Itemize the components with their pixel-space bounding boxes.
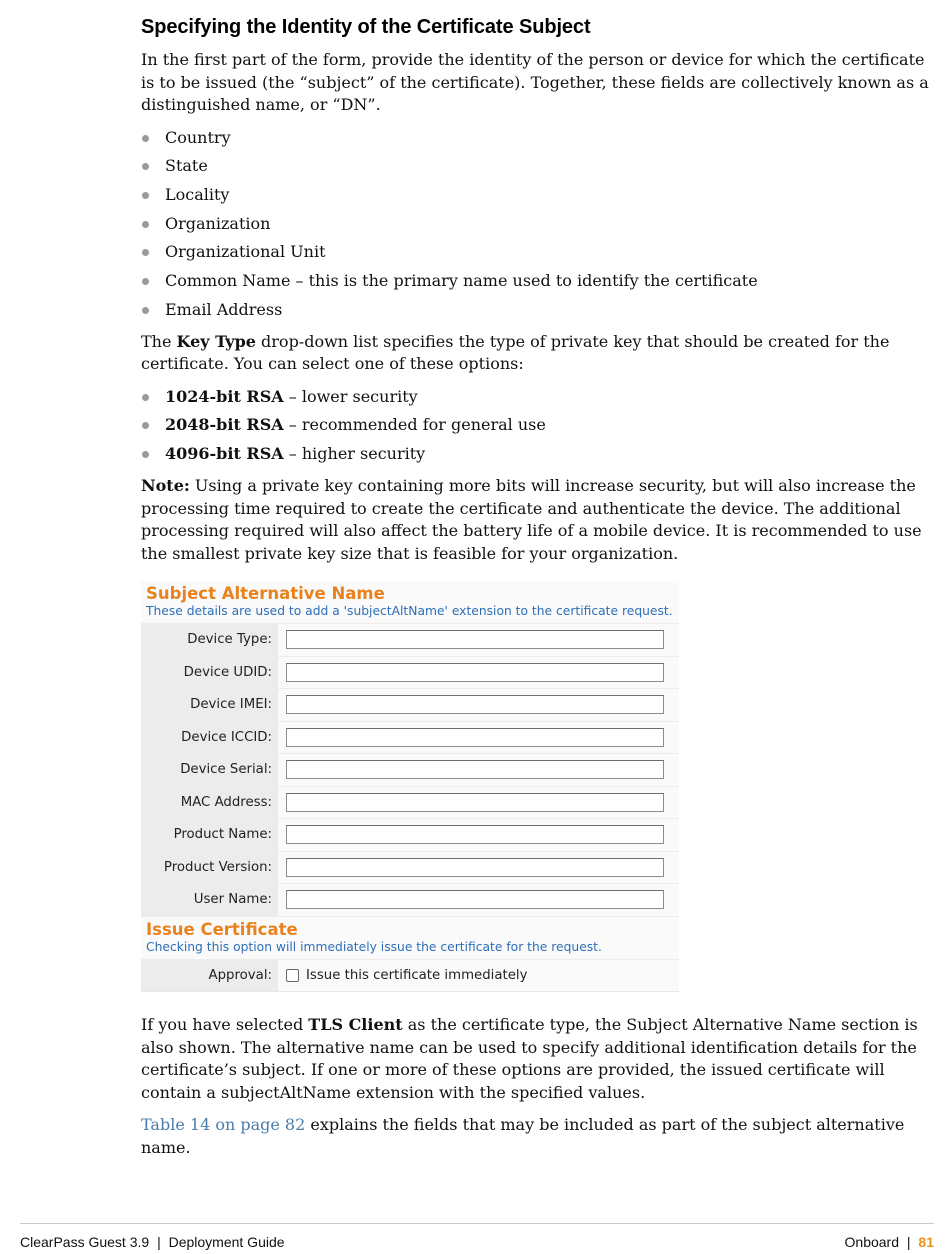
page-number: 81 [918, 1234, 934, 1250]
footer-separator: | [157, 1234, 161, 1250]
san-field-input[interactable] [286, 825, 664, 844]
san-field-label: Device IMEI: [141, 689, 278, 721]
san-field-row [141, 818, 679, 851]
dn-field-text: Country [165, 127, 231, 147]
note-label: Note: [141, 476, 190, 496]
key-type-name: 4096-bit RSA [165, 444, 284, 464]
footer-divider [20, 1223, 934, 1224]
dn-field-item [141, 299, 931, 321]
san-field-label: Device ICCID: [141, 722, 278, 754]
table-14-link[interactable]: Table 14 on page 82 [141, 1115, 306, 1135]
key-type-description: – higher security [283, 444, 426, 464]
san-section-title: Subject Alternative Name [146, 584, 385, 604]
san-field-row [141, 851, 679, 884]
key-type-item [141, 386, 931, 408]
key-type-description: – recommended for general use [283, 415, 546, 435]
san-field-row [141, 688, 679, 721]
san-section-header [141, 581, 679, 623]
key-type-name: 2048-bit RSA [165, 415, 284, 435]
san-field-row [141, 753, 679, 786]
issue-section-header [141, 916, 679, 959]
bullet-icon [142, 163, 149, 170]
bullet-icon [142, 422, 149, 429]
tls-paragraph [141, 1014, 931, 1104]
footer-product: ClearPass Guest 3.9 [20, 1234, 150, 1250]
dn-field-text: Email Address [165, 299, 283, 319]
san-field-label: User Name: [141, 884, 278, 916]
tls-prefix: If you have selected [141, 1015, 309, 1035]
dn-field-item [141, 184, 931, 206]
issue-immediately-checkbox[interactable] [286, 969, 299, 982]
bullet-icon [142, 221, 149, 228]
san-field-cell [278, 722, 679, 754]
bullet-icon [142, 394, 149, 401]
san-field-cell [278, 787, 679, 819]
issue-immediately-label[interactable]: Issue this certificate immediately [306, 967, 528, 983]
san-field-label: Device Type: [141, 624, 278, 656]
footer-left [20, 1234, 285, 1250]
footer-separator: | [906, 1234, 911, 1250]
approval-label: Approval: [141, 960, 278, 992]
dn-field-text: Organization [165, 213, 271, 233]
dn-field-text: Common Name – this is the primary name used to identify the certificate [165, 270, 758, 290]
key-type-term: Key Type [176, 331, 256, 351]
note-text: Using a private key containing more bits will increase security, but will also increase the processing time required to create the certificate and authenticate the device. The additional processing required will also affect the battery life of a mobile device. It is recommended to use the smallest private key size that is feasible for your organization. [141, 476, 922, 563]
footer-guide: Deployment Guide [168, 1234, 285, 1250]
key-type-item [141, 414, 931, 436]
tls-term: TLS Client [308, 1015, 403, 1035]
intro-paragraph: In the first part of the form, provide the identity of the person or device for which the certificate is to be issued (the “subject” of the certificate). Together, these fields are collectively known as a distinguished name, or “DN”. [141, 50, 929, 114]
san-field-row [141, 786, 679, 819]
table-reference-text: explains the fields that may be included as part of the subject alternative name. [141, 1115, 905, 1157]
issue-section-title: Issue Certificate [146, 919, 298, 939]
san-field-row [141, 623, 679, 656]
san-field-input[interactable] [286, 728, 664, 747]
san-field-row [141, 883, 679, 916]
san-field-rows [141, 623, 679, 916]
san-field-cell [278, 689, 679, 721]
approval-row [141, 959, 679, 992]
san-field-cell [278, 819, 679, 851]
page-content [141, 16, 931, 1169]
san-field-input[interactable] [286, 630, 664, 649]
san-field-input[interactable] [286, 890, 664, 909]
issue-section-description: Checking this option will immediately issue the certificate for the request. [146, 939, 602, 954]
bullet-icon [142, 192, 149, 199]
san-field-label: Device Serial: [141, 754, 278, 786]
san-section-description: These details are used to add a 'subjectAltName' extension to the certificate request. [146, 604, 673, 619]
san-field-cell [278, 754, 679, 786]
bullet-icon [142, 451, 149, 458]
note-paragraph [141, 475, 931, 565]
certificate-form-screenshot [141, 581, 679, 992]
bullet-icon [142, 278, 149, 285]
key-type-description: – lower security [283, 386, 418, 406]
bullet-icon [142, 135, 149, 142]
dn-field-item [141, 241, 931, 263]
dn-field-text: State [165, 156, 208, 176]
san-field-label: Product Version: [141, 852, 278, 884]
section-heading: Specifying the Identity of the Certificate Subject [141, 16, 591, 38]
san-field-row [141, 656, 679, 689]
san-field-label: Product Name: [141, 819, 278, 851]
san-field-input[interactable] [286, 695, 664, 714]
table-reference-paragraph [141, 1114, 931, 1159]
san-field-row [141, 721, 679, 754]
san-field-input[interactable] [286, 663, 664, 682]
key-type-list [141, 386, 931, 466]
dn-field-text: Organizational Unit [165, 242, 326, 262]
key-type-suffix: drop-down list specifies the type of private key that should be created for the certificate. You can select one of these options: [141, 331, 890, 374]
dn-field-list [141, 127, 931, 321]
san-field-label: MAC Address: [141, 787, 278, 819]
key-type-prefix: The [141, 331, 177, 351]
san-field-cell [278, 884, 679, 916]
tls-suffix: as the certificate type, the Subject Alternative Name section is also shown. The alternative name can be used to specify additional identification details for the certificate’s subject. If one or more of these options are provided, the issued certificate will contain a subjectAltName extension with the specified values. [141, 1015, 918, 1102]
san-field-input[interactable] [286, 760, 664, 779]
dn-field-item [141, 127, 931, 149]
footer-right [845, 1234, 934, 1250]
san-field-input[interactable] [286, 858, 664, 877]
san-field-cell [278, 624, 679, 656]
dn-field-item [141, 155, 931, 177]
key-type-item [141, 443, 931, 465]
san-field-cell [278, 657, 679, 689]
approval-field [278, 960, 679, 992]
dn-field-text: Locality [165, 184, 230, 204]
footer-section: Onboard [844, 1234, 899, 1250]
key-type-name: 1024-bit RSA [165, 386, 284, 406]
bullet-icon [142, 249, 149, 256]
san-field-label: Device UDID: [141, 657, 278, 689]
san-field-cell [278, 852, 679, 884]
dn-field-item [141, 213, 931, 235]
san-field-input[interactable] [286, 793, 664, 812]
key-type-paragraph [141, 331, 931, 376]
dn-field-item [141, 270, 931, 292]
bullet-icon [142, 307, 149, 314]
